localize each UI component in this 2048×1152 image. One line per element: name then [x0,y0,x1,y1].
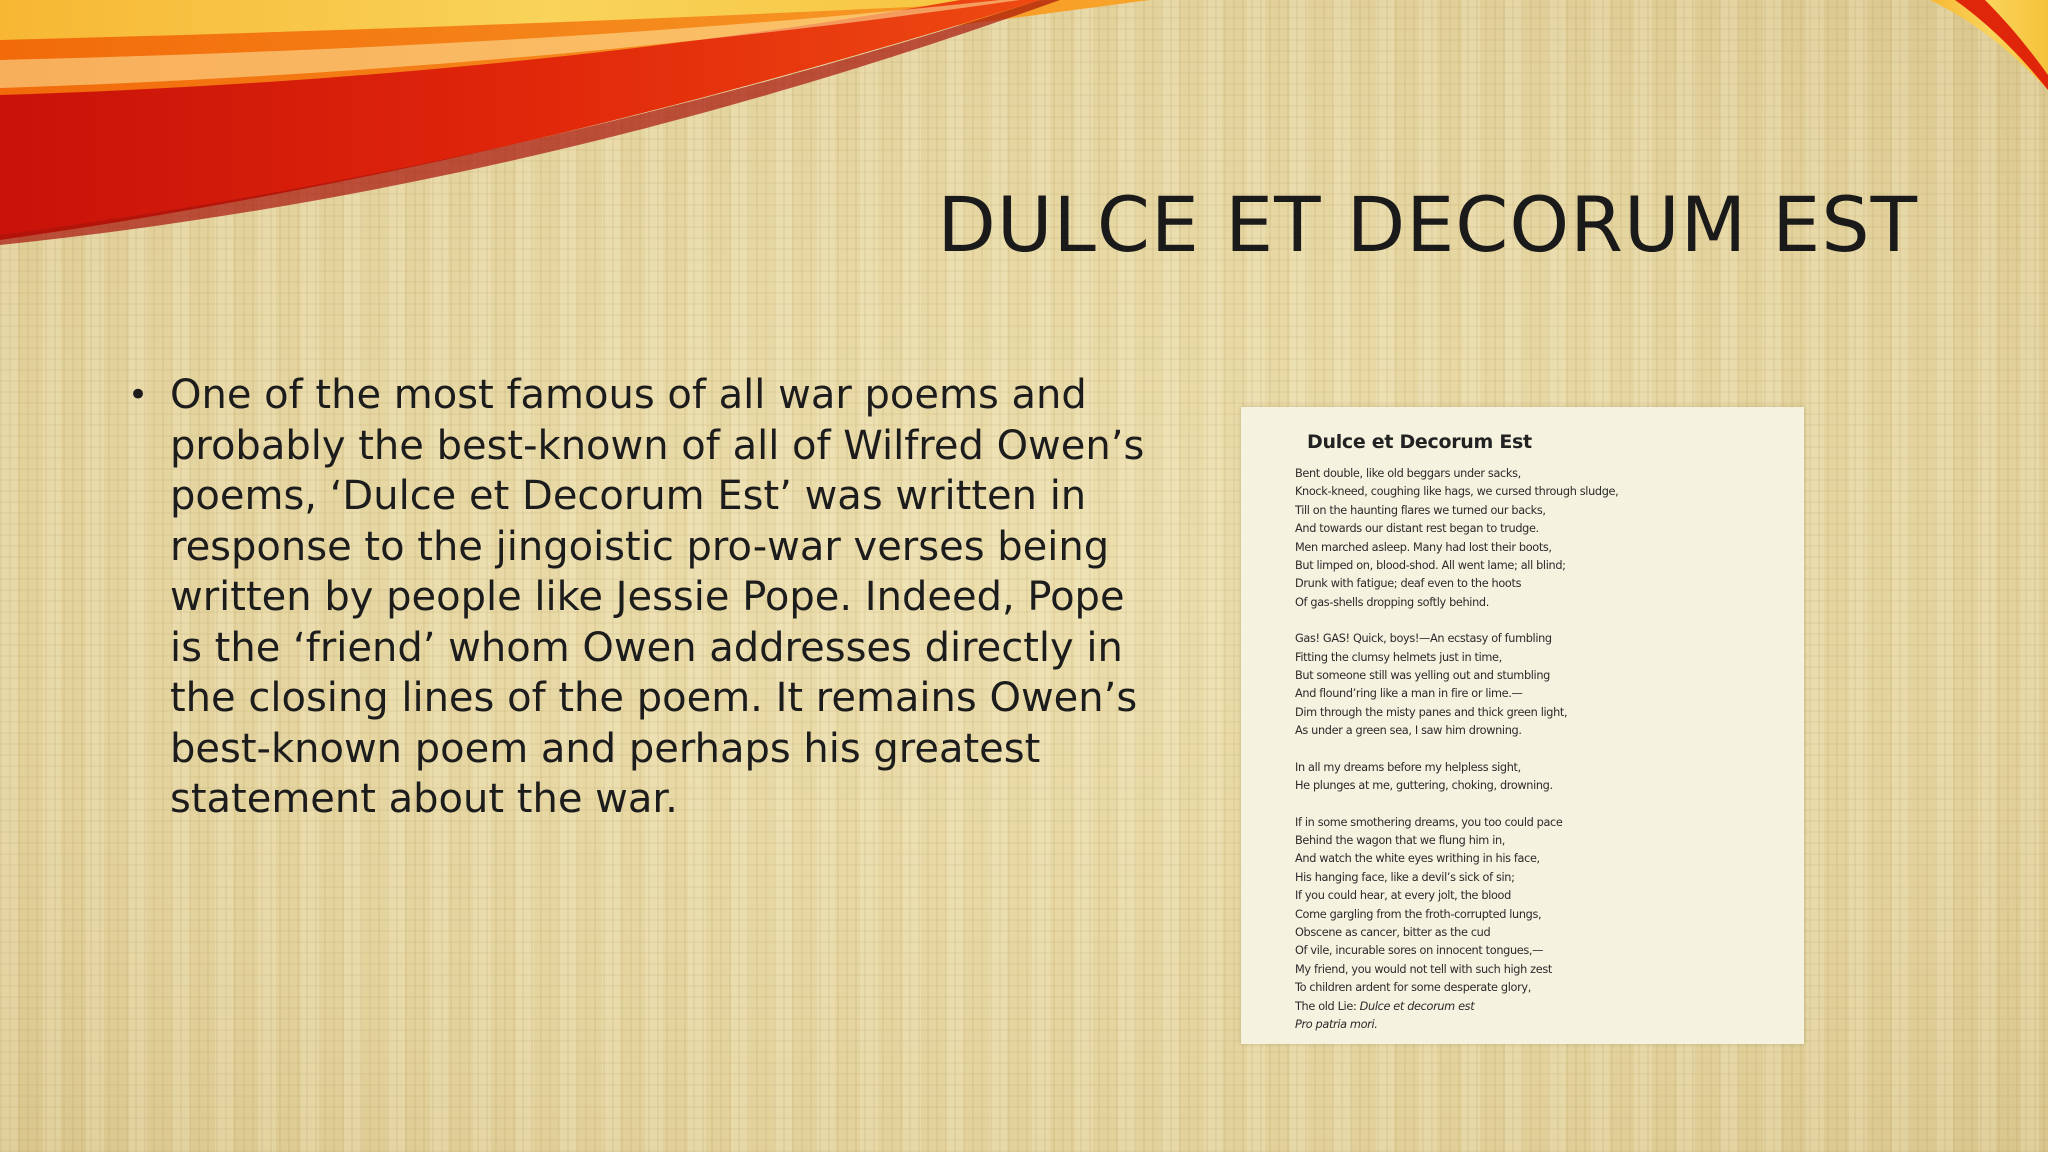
poem-line: Bent double, like old beggars under sacks, [1295,467,1521,480]
poem-line: But someone still was yelling out and stumbling [1295,669,1550,683]
poem-stanza [1295,630,1804,740]
bullet-text: One of the most famous of all war poems and probably the best-known of all of Wilfred Owen’s poems, ‘Dulce et Decorum Est’ was written in response to the jingoistic pro-war verses being written by people like Jessie Pope. Indeed, Pope is the ‘friend’ whom Owen addresses directly in the closing lines of the poem. It remains Owen’s best-known poem and perhaps his greatest statement about the war. [170,372,1145,822]
poem-latin-phrase: Dulce et decorum est [1359,999,1475,1013]
poem-line: Gas! GAS! Quick, boys!—An ecstasy of fumbling [1295,632,1552,646]
poem-line: Drunk with fatigue; deaf even to the hoots [1295,577,1522,591]
poem-line: Come gargling from the froth-corrupted lungs, [1295,907,1542,921]
stanza-gap [1295,741,1804,759]
poem-line: Knock-kneed, coughing like hags, we cursed through sludge, [1295,485,1619,499]
poem-line: If you could hear, at every jolt, the blood [1295,889,1511,903]
poem-line: Behind the wagon that we flung him in, [1295,833,1506,847]
slide-title: DULCE ET DECORUM EST [937,180,1918,269]
bullet-icon: • [128,375,149,415]
poem-line: In all my dreams before my helpless sight, [1295,760,1521,774]
poem-line: My friend, you would not tell with such high zest [1295,962,1552,976]
poem-line: Men marched asleep. Many had lost their boots, [1295,540,1552,554]
poem-stanza [1295,759,1804,796]
stanza-gap [1295,612,1804,630]
poem-latin-final: Pro patria mori. [1295,1017,1378,1031]
poem-stanza [1295,814,1804,1035]
poem-line: As under a green sea, I saw him drowning. [1295,724,1522,738]
bullet-item [128,370,1168,825]
stanza-gap [1295,796,1804,814]
poem-stanza [1295,465,1804,612]
bullet-list [128,370,1168,825]
poem-line: He plunges at me, guttering, choking, drowning. [1295,779,1553,793]
poem-closing-prefix: The old Lie: [1295,999,1360,1013]
poem-line: Of vile, incurable sores on innocent tongues,— [1295,944,1544,958]
poem-image [1241,407,1804,1044]
poem-line: To children ardent for some desperate glory, [1295,981,1531,995]
poem-line: And watch the white eyes writhing in his face, [1295,852,1540,866]
poem-line: But limped on, blood-shod. All went lame; all blind; [1295,559,1566,573]
poem-line: Obscene as cancer, bitter as the cud [1295,925,1491,939]
poem-line: Dim through the misty panes and thick green light, [1295,705,1568,719]
poem-line: And towards our distant rest began to trudge. [1295,522,1539,536]
poem-line: His hanging face, like a devil’s sick of sin; [1295,870,1515,884]
poem-closing-line [1295,998,1804,1016]
poem-line: Fitting the clumsy helmets just in time, [1295,650,1502,664]
poem-line: Of gas-shells dropping softly behind. [1295,595,1489,609]
poem-title: Dulce et Decorum Est [1307,431,1532,453]
poem-line: Till on the haunting flares we turned our backs, [1295,503,1546,517]
poem-line: And flound’ring like a man in fire or lime.— [1295,687,1523,701]
poem-line: If in some smothering dreams, you too could pace [1295,815,1563,829]
